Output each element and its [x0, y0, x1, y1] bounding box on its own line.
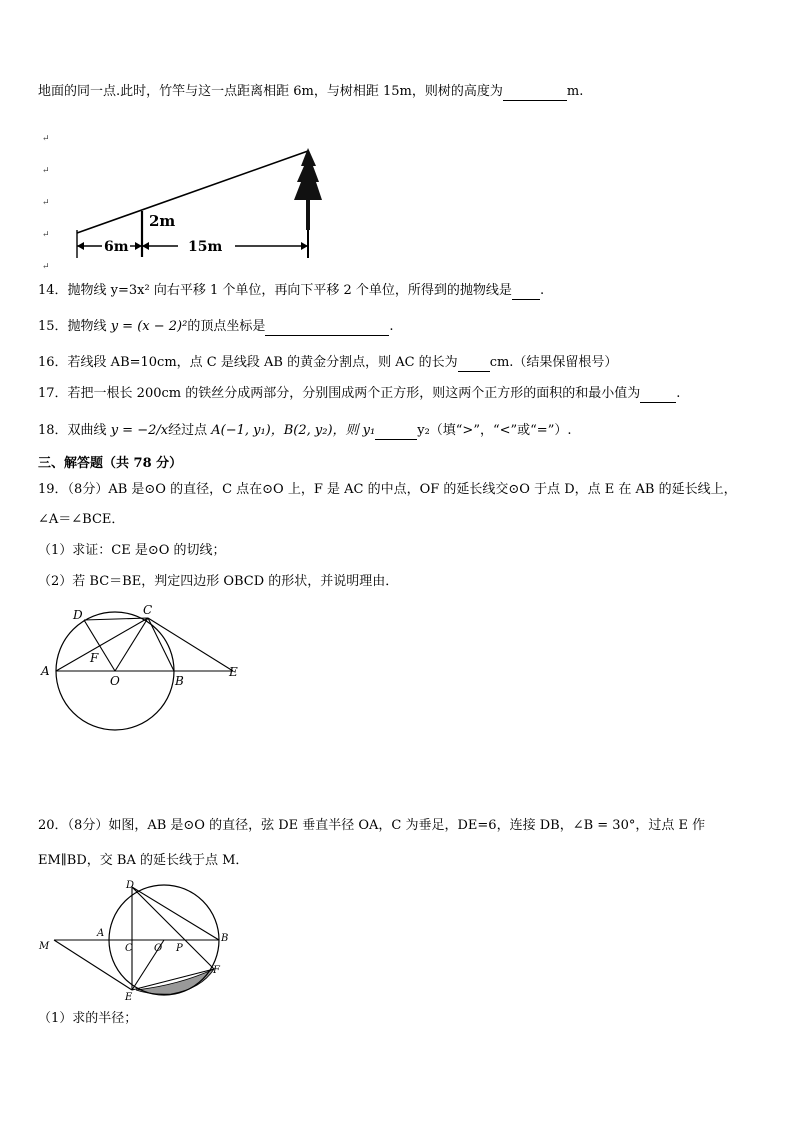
q15: [38, 318, 393, 336]
label-B: B: [175, 674, 184, 688]
return-mark: ↵: [42, 166, 50, 176]
q14-statement: 14．抛物线 y=3x² 向右平移 1 个单位，再向下平移 2 个单位，所得到的抛物线是: [38, 283, 512, 298]
pole-tree-figure: [60, 130, 330, 270]
q16-suffix: cm.（结果保留根号）: [489, 355, 618, 370]
return-mark: ↵: [42, 198, 50, 208]
return-mark: ↵: [42, 230, 50, 240]
label-E: E: [125, 992, 133, 1002]
answer-blank: [375, 425, 417, 440]
tree-icon: [294, 148, 322, 258]
answer-blank: [265, 321, 389, 336]
answer-blank: [503, 86, 567, 101]
q18-after: y₂（填“>”，“<”或“=”）.: [417, 423, 572, 438]
q14: [38, 282, 544, 300]
q19-line1: 19．（8分）AB 是⊙O 的直径，C 点在⊙O 上，F 是 AC 的中点，OF 的延长线交⊙O 于点 D，点 E 在 AB 的延长线上，: [38, 482, 737, 497]
q13-suffix: m.: [566, 84, 584, 99]
q17: [38, 385, 680, 403]
q18: [38, 422, 571, 440]
label-P: P: [176, 943, 183, 954]
label-C: C: [125, 943, 133, 954]
label-F: F: [213, 965, 220, 976]
circle-chord-figure-20: [36, 872, 246, 1002]
pole-label: 2m: [149, 212, 176, 230]
q18-mid: 经过点: [168, 423, 208, 438]
q18-prefix: 18．双曲线: [38, 423, 107, 438]
label-E: E: [229, 665, 238, 679]
label-A: A: [41, 664, 50, 678]
q19-part2: （2）若 BC＝BE，判定四边形 OBCD 的形状，并说明理由．: [38, 574, 399, 589]
q16: [38, 354, 617, 372]
return-mark: ↵: [42, 262, 50, 272]
q18-points: A(−1, y₁)，B(2, y₂)，则 y₁: [211, 423, 376, 438]
q18-formula: y = −2/x: [110, 423, 169, 438]
q20-line1: 20．（8分）如图，AB 是⊙O 的直径，弦 DE 垂直半径 OA，C 为垂足，DE=6，连接 DB，∠B = 30°，过点 E 作: [38, 818, 706, 833]
answer-blank: [640, 388, 676, 403]
label-D: D: [73, 608, 83, 622]
q15-mid: 的顶点坐标是: [187, 319, 266, 334]
label-F: F: [90, 651, 99, 665]
q19-part1: （1）求证：CE 是⊙O 的切线；: [38, 543, 226, 558]
q15-suffix: .: [389, 319, 394, 334]
label-D: D: [126, 880, 135, 891]
q15-formula: y = (x − 2)²: [110, 319, 188, 334]
q14-suffix: .: [539, 283, 545, 298]
q20-part1: （1）求的半径；: [38, 1011, 138, 1026]
shaded-region: [136, 969, 214, 994]
return-mark: ↵: [42, 134, 50, 144]
label-C: C: [143, 603, 153, 617]
q15-prefix: 15．抛物线: [38, 319, 107, 334]
label-M: M: [39, 941, 50, 952]
q16-statement: 16．若线段 AB=10cm，点 C 是线段 AB 的黄金分割点，则 AC 的长为: [38, 355, 458, 370]
q13-statement: 地面的同一点.此时，竹竿与这一点距离相距 6m，与树相距 15m，则树的高度为: [38, 84, 503, 99]
q19-line2: ∠A＝∠BCE．: [38, 512, 125, 527]
answer-blank: [512, 285, 540, 300]
label-O: O: [110, 674, 120, 688]
q17-suffix: .: [676, 386, 681, 401]
seg1-label: 6m: [104, 239, 129, 255]
section-heading: 三、解答题（共 78 分）: [38, 456, 183, 471]
q20-line2: EM∥BD，交 BA 的延长线于点 M．: [38, 853, 249, 868]
label-A: A: [97, 928, 105, 939]
q17-statement: 17．若把一根长 200cm 的铁丝分成两部分，分别围成两个正方形，则这两个正方形的面积的和最小值为: [38, 386, 641, 401]
seg2-label: 15m: [188, 239, 223, 255]
circle-tangent-figure-19: [36, 600, 256, 735]
label-B: B: [221, 933, 229, 944]
answer-blank: [458, 357, 490, 372]
q13-text: [38, 83, 583, 101]
label-O: O: [154, 943, 163, 954]
